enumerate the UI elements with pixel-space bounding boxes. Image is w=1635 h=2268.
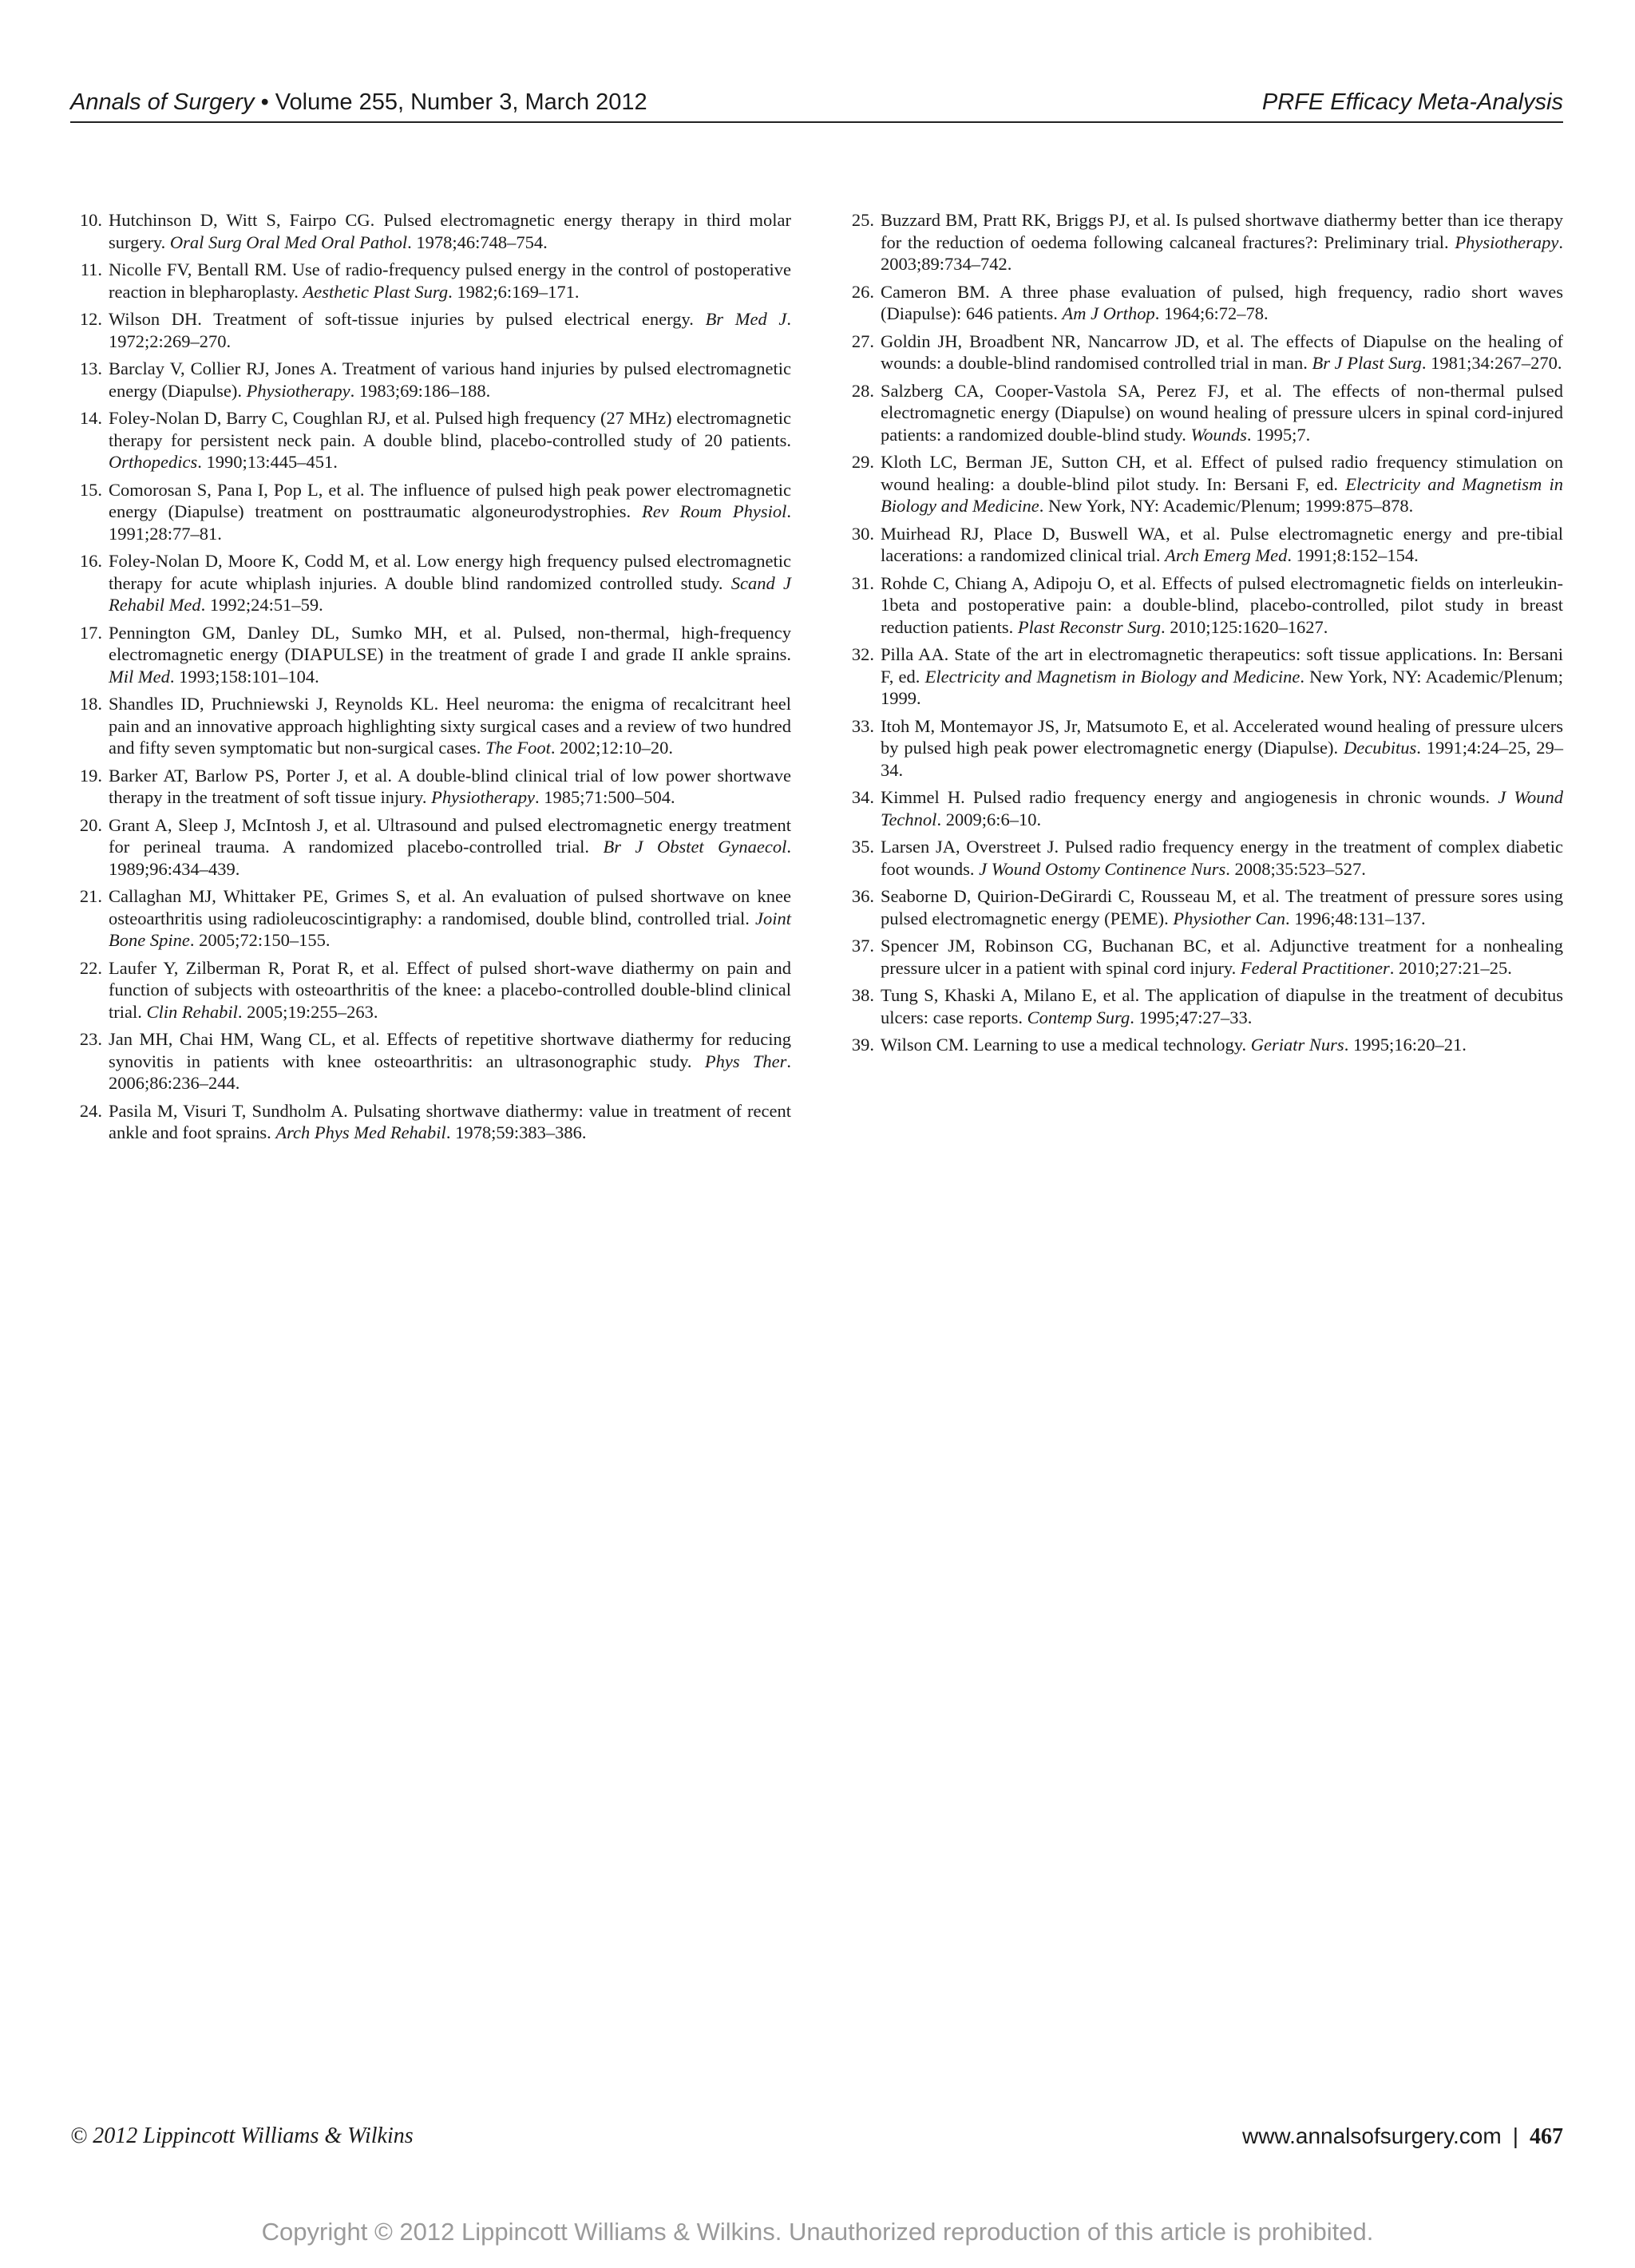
- reference-journal: Plast Reconstr Surg: [1017, 616, 1161, 637]
- reference-authors-title: Foley-Nolan D, Moore K, Codd M, et al. Low energy high frequency pulsed electromagnetic therapy for acute whiplash injuries. A double blind randomized controlled study.: [109, 551, 791, 593]
- reference-authors-title: Buzzard BM, Pratt RK, Briggs PJ, et al. Is pulsed shortwave diathermy better than ice therapy for the reduction of oedema following calcaneal fractures?: Preliminary trial.: [881, 210, 1563, 252]
- reference-number: 34.: [851, 787, 874, 807]
- reference-number: 35.: [851, 837, 874, 857]
- reference-item: [842, 451, 1563, 517]
- reference-details: . 1991;4:24–25, 29–34.: [881, 738, 1563, 780]
- reference-details: . 1982;6:169–171.: [448, 281, 580, 302]
- reference-item: [842, 331, 1563, 374]
- reference-journal: J Wound Technol: [881, 787, 1563, 829]
- reference-text: [881, 331, 1563, 374]
- reference-journal: Br J Obstet Gynaecol: [603, 837, 787, 857]
- reference-journal: Am J Orthop: [1062, 303, 1155, 323]
- reference-details: . 1995;16:20–21.: [1344, 1035, 1467, 1055]
- reference-number: 29.: [851, 452, 874, 472]
- reference-authors-title: Larsen JA, Overstreet J. Pulsed radio frequency energy in the treatment of complex diabetic foot wounds.: [881, 837, 1563, 879]
- reference-journal: Federal Practitioner: [1240, 957, 1390, 978]
- reference-text: [881, 451, 1563, 517]
- reference-item: [70, 957, 791, 1023]
- page-number: 467: [1530, 2124, 1563, 2149]
- reference-details: . 2002;12:10–20.: [550, 738, 673, 758]
- reference-journal: Wounds: [1190, 424, 1247, 445]
- reference-number: 32.: [851, 644, 874, 664]
- reference-text: [881, 281, 1563, 325]
- reference-text: [109, 957, 791, 1023]
- reference-item: [70, 358, 791, 402]
- reference-text: [109, 479, 791, 545]
- reference-number: 13.: [79, 358, 102, 378]
- reference-text: [109, 814, 791, 881]
- reference-authors-title: Pilla AA. State of the art in electromagnetic therapeutics: soft tissue applications. In: Bersani F, ed.: [881, 644, 1563, 687]
- reference-text: [109, 765, 791, 809]
- reference-text: [109, 407, 791, 473]
- page-footer: [70, 2124, 1563, 2152]
- footer-site: [1242, 2124, 1563, 2150]
- reference-details: . 1981;34:267–270.: [1421, 353, 1562, 373]
- footer-copyright: © 2012 Lippincott Williams & Wilkins: [70, 2124, 414, 2148]
- reference-item: [842, 836, 1563, 880]
- reference-number: 11.: [80, 259, 102, 279]
- reference-journal: Phys Ther: [704, 1051, 787, 1071]
- reference-item: [70, 1028, 791, 1094]
- reference-authors-title: Grant A, Sleep J, McIntosh J, et al. Ultrasound and pulsed electromagnetic energy treatment for perineal trauma. A randomized placebo-controlled trial.: [109, 814, 791, 857]
- reference-journal: Geriatr Nurs: [1250, 1035, 1344, 1055]
- reference-number: 10.: [79, 210, 102, 230]
- reference-text: [109, 693, 791, 759]
- reference-text: [109, 358, 791, 402]
- reference-details: . 1983;69:186–188.: [350, 380, 491, 401]
- reference-details: . 1991;28:77–81.: [109, 501, 791, 544]
- reference-details: . 1995;7.: [1246, 424, 1311, 445]
- reference-text: [881, 209, 1563, 275]
- reference-journal: J Wound Ostomy Continence Nurs: [979, 858, 1226, 879]
- reference-authors-title: Callaghan MJ, Whittaker PE, Grimes S, et al. An evaluation of pulsed shortwave on knee osteoarthritis using radioleucoscintigraphy: a randomised, double blind, controlled trial.: [109, 886, 791, 928]
- reference-item: [842, 715, 1563, 782]
- reference-text: [881, 523, 1563, 567]
- reference-authors-title: Shandles ID, Pruchniewski J, Reynolds KL. Heel neuroma: the enigma of recalcitrant heel pain and an innovative approach highlighting sixty surgical cases and a review of two hundred and fifty seven symptomatic but non-surgical cases.: [109, 694, 791, 758]
- reference-item: [70, 308, 791, 352]
- reference-text: [109, 1028, 791, 1094]
- reference-text: [109, 622, 791, 688]
- reference-journal: Mil Med: [109, 666, 170, 687]
- footer-separator: |: [1512, 2124, 1518, 2148]
- reference-details: . 1978;46:748–754.: [407, 232, 548, 252]
- reference-authors-title: Spencer JM, Robinson CG, Buchanan BC, et al. Adjunctive treatment for a nonhealing pressure ulcer in a patient with spinal cord injury.: [881, 936, 1563, 978]
- reference-number: 14.: [79, 408, 102, 428]
- reference-number: 33.: [851, 715, 874, 736]
- reference-item: [70, 622, 791, 688]
- reference-text: [881, 715, 1563, 782]
- reference-journal: Br Med J: [705, 309, 787, 329]
- reference-authors-title: Barker AT, Barlow PS, Porter J, et al. A double-blind clinical trial of low power shortwave therapy in the treatment of soft tissue injury.: [109, 765, 791, 807]
- reference-item: [70, 209, 791, 253]
- reference-authors-title: Hutchinson D, Witt S, Fairpo CG. Pulsed electromagnetic energy therapy in third molar surgery.: [109, 210, 791, 252]
- reference-journal: Scand J Rehabil Med: [109, 572, 791, 615]
- reference-journal: Arch Emerg Med: [1165, 545, 1288, 565]
- reference-item: [70, 550, 791, 616]
- reference-authors-title: Nicolle FV, Bentall RM. Use of radio-frequency pulsed energy in the control of postoperative reaction in blepharoplasty.: [109, 259, 791, 302]
- reference-text: [109, 308, 791, 352]
- reference-item: [842, 523, 1563, 567]
- reference-number: 15.: [79, 479, 102, 500]
- reference-authors-title: Jan MH, Chai HM, Wang CL, et al. Effects of repetitive shortwave diathermy for reducing synovitis in patients with knee osteoarthritis: an ultrasonographic study.: [109, 1029, 791, 1071]
- reference-number: 19.: [79, 765, 102, 786]
- reference-number: 21.: [79, 886, 102, 906]
- reference-authors-title: Laufer Y, Zilberman R, Porat R, et al. Effect of pulsed short-wave diathermy on pain and function of subjects with osteoarthritis of the knee: a placebo-controlled double-blind clinical trial.: [109, 957, 791, 1022]
- reference-number: 28.: [851, 380, 874, 401]
- reference-text: [881, 572, 1563, 639]
- reference-details: . 1990;13:445–451.: [197, 452, 338, 472]
- reference-number: 39.: [851, 1035, 874, 1055]
- reference-number: 16.: [79, 551, 102, 571]
- reference-authors-title: Kloth LC, Berman JE, Sutton CH, et al. Effect of pulsed radio frequency stimulation on wound healing: a double-blind pilot study. In: Bersani F, ed.: [881, 452, 1563, 494]
- reference-authors-title: Wilson DH. Treatment of soft-tissue injuries by pulsed electrical energy.: [109, 309, 706, 329]
- reference-details: . 1964;6:72–78.: [1154, 303, 1269, 323]
- reference-journal: Clin Rehabil: [146, 1001, 238, 1022]
- reference-number: 30.: [851, 523, 874, 544]
- reference-number: 20.: [79, 814, 102, 835]
- reference-item: [70, 407, 791, 473]
- reference-item: [842, 572, 1563, 639]
- reference-number: 12.: [79, 309, 102, 329]
- reference-journal: The Foot: [485, 738, 551, 758]
- reference-details: . New York, NY: Academic/Plenum; 1999.: [881, 666, 1563, 708]
- reference-number: 31.: [851, 572, 874, 593]
- reference-text: [881, 836, 1563, 880]
- reference-number: 26.: [851, 281, 874, 302]
- reference-journal: Electricity and Magnetism in Biology and Medicine: [881, 473, 1563, 516]
- copyright-notice: Copyright © 2012 Lippincott Williams & Wilkins. Unauthorized reproduction of this article is prohibited.: [261, 2218, 1374, 2246]
- running-title: PRFE Efficacy Meta-Analysis: [1261, 89, 1563, 115]
- reference-item: [70, 479, 791, 545]
- reference-item: [842, 209, 1563, 275]
- reference-details: . 2006;86:236–244.: [109, 1051, 791, 1093]
- reference-details: . 2009;6:6–10.: [936, 809, 1042, 829]
- issue-info: • Volume 255, Number 3, March 2012: [254, 89, 647, 115]
- reference-number: 24.: [79, 1100, 102, 1121]
- reference-text: [109, 259, 791, 303]
- reference-authors-title: Pasila M, Visuri T, Sundholm A. Pulsating shortwave diathermy: value in treatment of recent ankle and foot sprains.: [109, 1100, 791, 1142]
- reference-item: [842, 380, 1563, 446]
- reference-number: 37.: [851, 936, 874, 956]
- reference-journal: Physiotherapy: [246, 380, 350, 401]
- reference-number: 38.: [851, 985, 874, 1005]
- running-header: [70, 86, 1563, 123]
- reference-details: . 2008;35:523–527.: [1225, 858, 1366, 879]
- reference-details: . 2010;27:21–25.: [1389, 957, 1512, 978]
- reference-authors-title: Cameron BM. A three phase evaluation of pulsed, high frequency, radio short waves (Diapulse): 646 patients.: [881, 281, 1563, 323]
- reference-authors-title: Wilson CM. Learning to use a medical technology.: [881, 1035, 1251, 1055]
- reference-details: . 2005;72:150–155.: [189, 930, 331, 950]
- reference-journal: Oral Surg Oral Med Oral Pathol: [169, 232, 408, 252]
- references-column-right: [842, 209, 1563, 1062]
- reference-journal: Br J Plast Surg: [1312, 353, 1422, 373]
- reference-number: 22.: [79, 957, 102, 978]
- reference-journal: Rev Roum Physiol: [642, 501, 787, 521]
- reference-number: 25.: [851, 210, 874, 230]
- reference-text: [881, 1034, 1563, 1056]
- reference-authors-title: Kimmel H. Pulsed radio frequency energy and angiogenesis in chronic wounds.: [881, 787, 1498, 807]
- reference-authors-title: Comorosan S, Pana I, Pop L, et al. The influence of pulsed high peak power electromagnetic energy (Diapulse) treatment on posttraumatic algoneurodystrophies.: [109, 479, 791, 521]
- reference-item: [842, 984, 1563, 1028]
- reference-text: [881, 643, 1563, 710]
- reference-number: 23.: [79, 1029, 102, 1049]
- reference-journal: Arch Phys Med Rehabil: [275, 1122, 446, 1142]
- journal-name: Annals of Surgery: [70, 89, 255, 115]
- reference-text: [881, 935, 1563, 979]
- reference-text: [109, 1100, 791, 1144]
- reference-text: [881, 984, 1563, 1028]
- journal-citation: [70, 89, 647, 116]
- reference-item: [70, 814, 791, 881]
- reference-journal: Decubitus: [1344, 738, 1417, 758]
- reference-details: . 1991;8:152–154.: [1287, 545, 1419, 565]
- reference-number: 18.: [79, 694, 102, 714]
- reference-text: [881, 380, 1563, 446]
- reference-authors-title: Seaborne D, Quirion-DeGirardi C, Rousseau M, et al. The treatment of pressure sores using pulsed electromagnetic energy (PEME).: [881, 886, 1563, 928]
- reference-details: . 1989;96:434–439.: [109, 837, 791, 879]
- reference-authors-title: Rohde C, Chiang A, Adipoju O, et al. Effects of pulsed electromagnetic fields on interleukin-1beta and postoperative pain: a double-blind, placebo-controlled, pilot study in breast reduction patients.: [881, 572, 1563, 637]
- reference-details: . 1985;71:500–504.: [535, 787, 675, 807]
- reference-item: [842, 885, 1563, 929]
- reference-authors-title: Itoh M, Montemayor JS, Jr, Matsumoto E, et al. Accelerated wound healing of pressure ulcers by pulsed high peak power electromagnetic energy (Diapulse).: [881, 715, 1563, 758]
- reference-authors-title: Foley-Nolan D, Barry C, Coughlan RJ, et al. Pulsed high frequency (27 MHz) electromagnetic therapy for persistent neck pain. A double blind, placebo-controlled study of 20 patients.: [109, 408, 791, 450]
- reference-journal: Aesthetic Plast Surg: [303, 281, 449, 302]
- reference-details: . 1993;158:101–104.: [169, 666, 319, 687]
- reference-details: . 1995;47:27–33.: [1130, 1007, 1253, 1027]
- reference-details: . 1992;24:51–59.: [200, 595, 323, 615]
- reference-item: [842, 935, 1563, 979]
- references-column-left: [70, 209, 791, 1150]
- reference-item: [842, 1034, 1563, 1056]
- reference-text: [109, 885, 791, 952]
- reference-number: 17.: [79, 622, 102, 643]
- reference-journal: Joint Bone Spine: [109, 908, 791, 950]
- reference-item: [70, 693, 791, 759]
- reference-item: [70, 885, 791, 952]
- reference-text: [881, 786, 1563, 830]
- reference-item: [842, 281, 1563, 325]
- reference-journal: Electricity and Magnetism in Biology and Medicine: [924, 666, 1300, 687]
- reference-details: . New York, NY: Academic/Plenum; 1999:875–878.: [1039, 496, 1414, 516]
- reference-text: [109, 209, 791, 253]
- reference-item: [70, 259, 791, 303]
- reference-journal: Physiother Can: [1173, 908, 1285, 928]
- reference-item: [70, 765, 791, 809]
- reference-item: [70, 1100, 791, 1144]
- reference-text: [881, 885, 1563, 929]
- reference-details: . 1972;2:269–270.: [109, 309, 791, 351]
- reference-authors-title: Muirhead RJ, Place D, Buswell WA, et al. Pulse electromagnetic energy and pre-tibial lacerations: a randomized clinical trial.: [881, 523, 1563, 565]
- reference-number: 36.: [851, 886, 874, 906]
- website-link[interactable]: www.annalsofsurgery.com: [1241, 2124, 1502, 2148]
- reference-journal: Physiotherapy: [431, 787, 536, 807]
- reference-authors-title: Salzberg CA, Cooper-Vastola SA, Perez FJ, et al. The effects of non-thermal pulsed electromagnetic energy (Diapulse) on wound healing of pressure ulcers in spinal cord-injured patients: a randomized double-blind study.: [881, 380, 1563, 445]
- reference-item: [842, 786, 1563, 830]
- reference-authors-title: Barclay V, Collier RJ, Jones A. Treatment of various hand injuries by pulsed electromagnetic energy (Diapulse).: [109, 358, 791, 401]
- reference-item: [842, 643, 1563, 710]
- reference-details: . 1996;48:131–137.: [1285, 908, 1426, 928]
- reference-authors-title: Tung S, Khaski A, Milano E, et al. The application of diapulse in the treatment of decubitus ulcers: case reports.: [881, 985, 1563, 1027]
- reference-text: [109, 550, 791, 616]
- reference-authors-title: Goldin JH, Broadbent NR, Nancarrow JD, et al. The effects of Diapulse on the healing of wounds: a double-blind randomised controlled trial in man.: [881, 331, 1563, 373]
- reference-journal: Physiotherapy: [1455, 232, 1559, 252]
- reference-journal: Contemp Surg: [1027, 1007, 1130, 1027]
- reference-number: 27.: [851, 331, 874, 351]
- reference-details: . 2010;125:1620–1627.: [1160, 616, 1328, 637]
- reference-details: . 2005;19:255–263.: [237, 1001, 378, 1022]
- reference-details: . 2003;89:734–742.: [881, 232, 1563, 274]
- reference-authors-title: Pennington GM, Danley DL, Sumko MH, et al. Pulsed, non-thermal, high-frequency electromagnetic energy (DIAPULSE) in the treatment of grade I and grade II ankle sprains.: [109, 622, 791, 664]
- reference-details: . 1978;59:383–386.: [445, 1122, 587, 1142]
- reference-journal: Orthopedics: [109, 452, 198, 472]
